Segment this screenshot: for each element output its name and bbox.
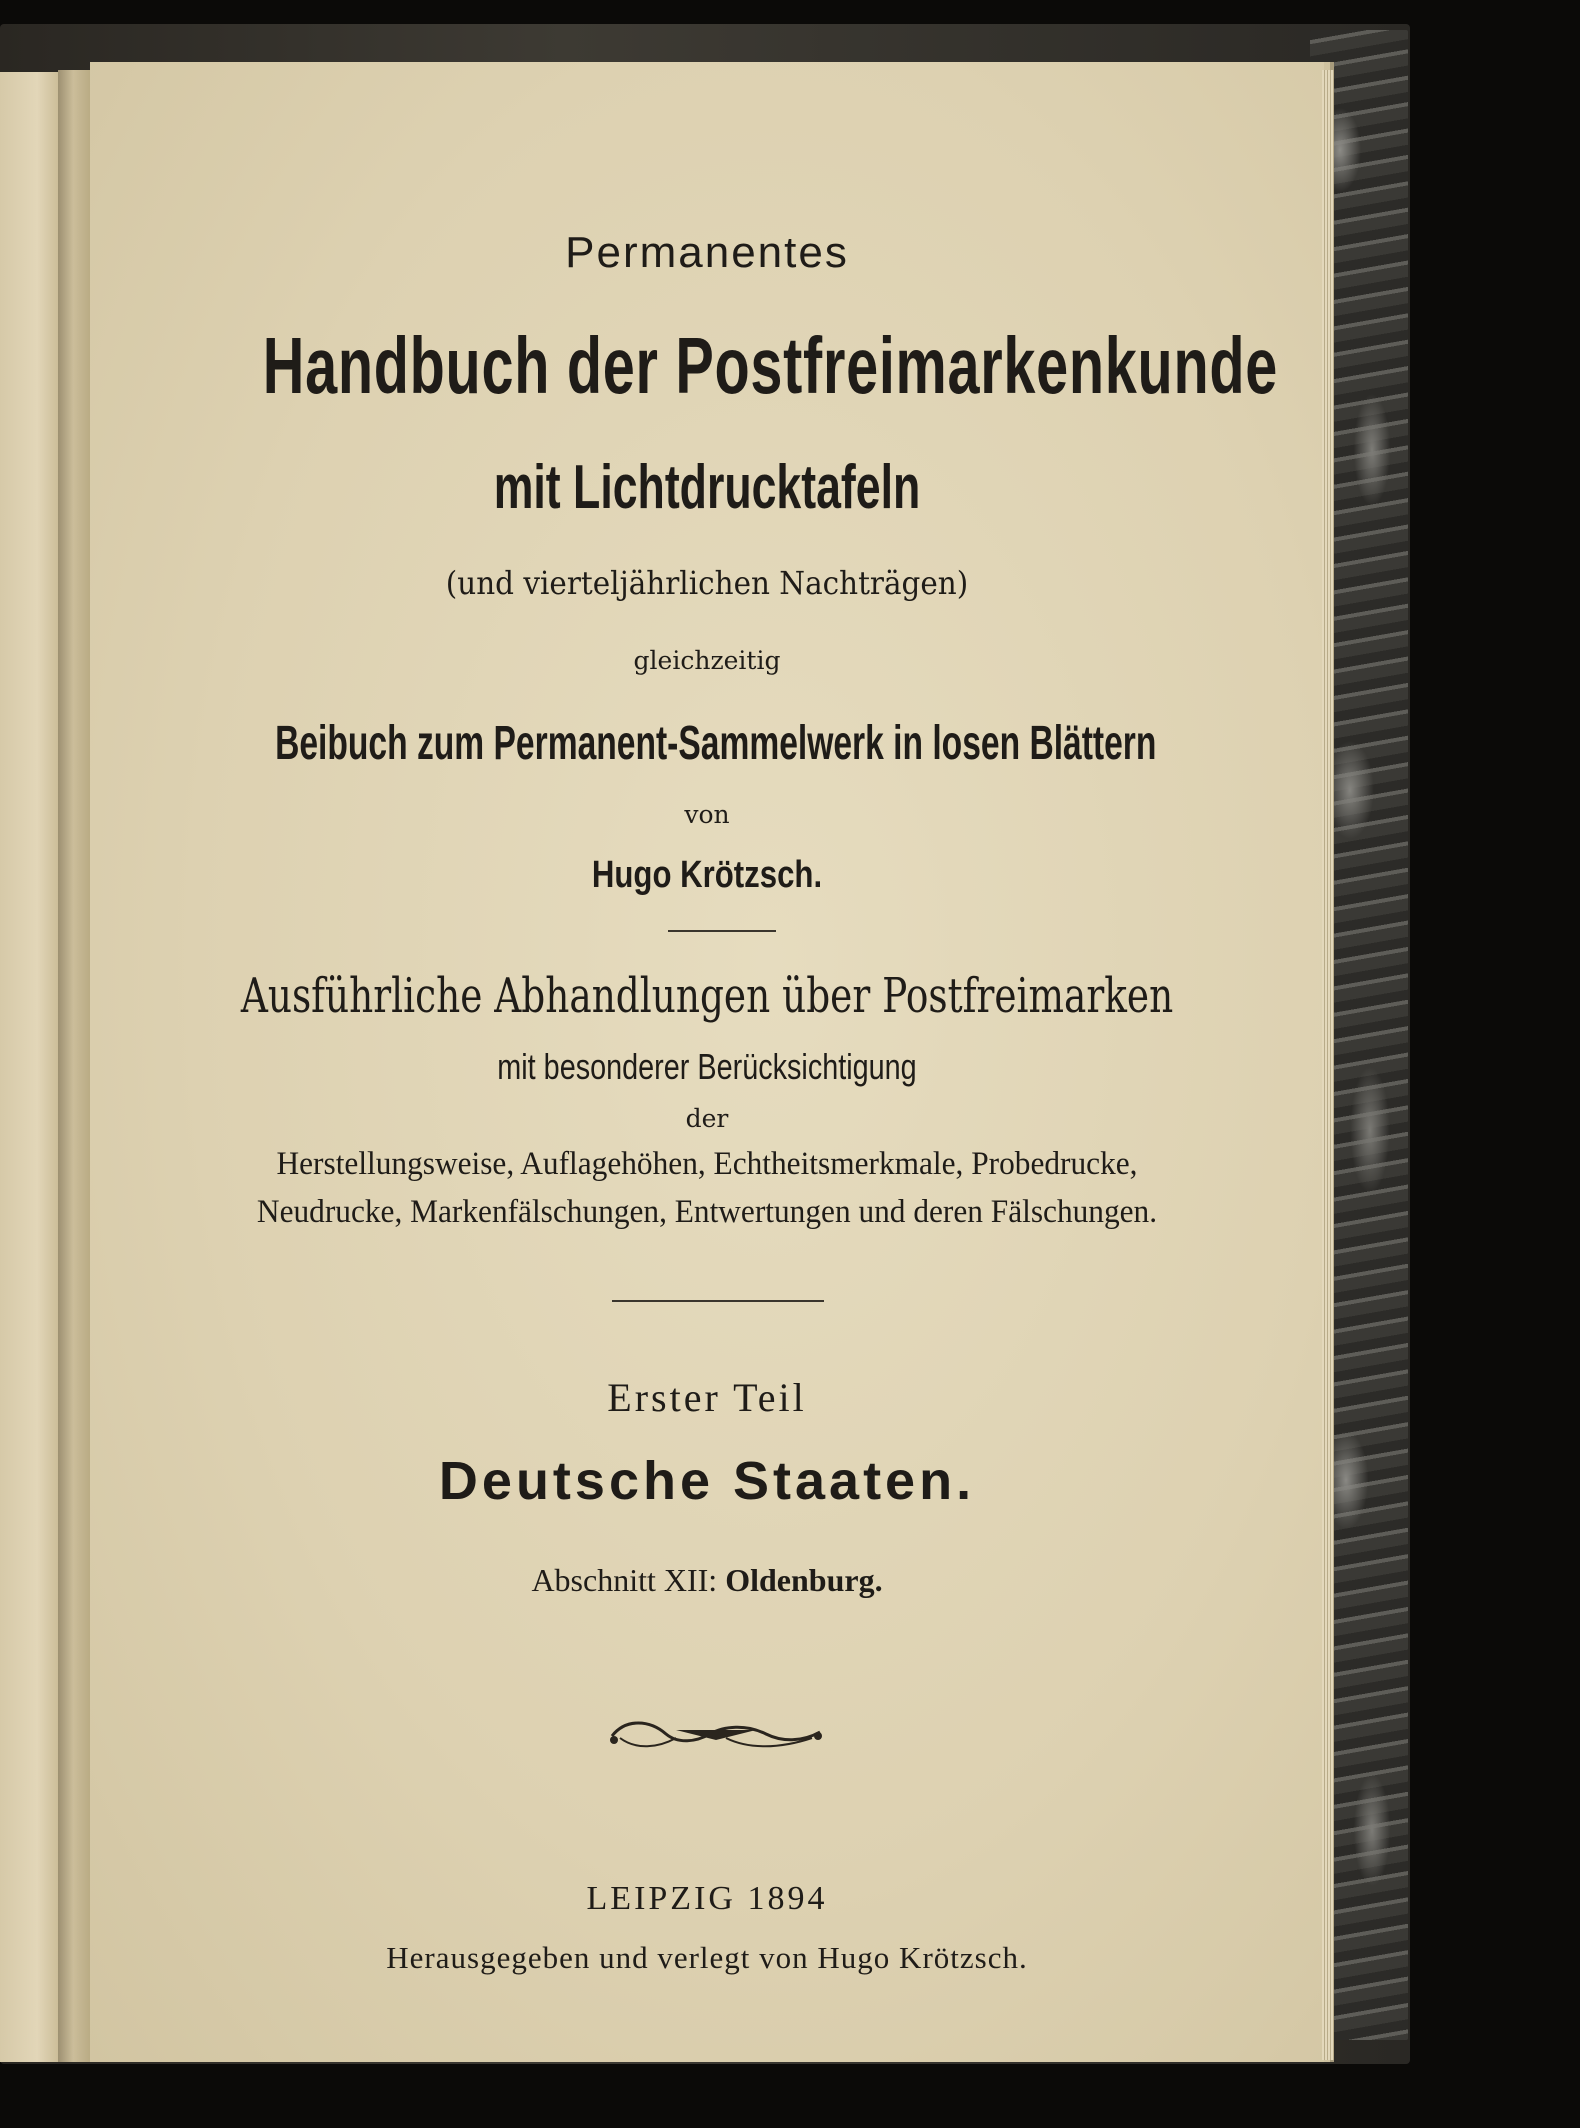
von-line: von	[684, 800, 730, 829]
beibuch-line: Beibuch zum Permanent-Sammelwerk in losen Blättern	[275, 717, 1157, 770]
page-stack-edge	[1322, 70, 1334, 2060]
subtitle: mit Lichtdrucktafeln	[493, 453, 921, 522]
ornament-flourish	[606, 1712, 826, 1756]
gleichzeitig-line: gleichzeitig	[633, 646, 781, 675]
parenthetical-line: (und vierteljährlichen Nachträgen)	[445, 564, 969, 602]
book-gutter	[58, 70, 92, 2062]
part-title: Deutsche Staaten.	[438, 1451, 976, 1511]
place-year: LEIPZIG 1894	[586, 1880, 828, 1917]
main-title: Handbuch der Postfreimarkenkunde	[262, 321, 1279, 410]
author-line: Hugo Krötzsch.	[591, 854, 823, 896]
pre-title: Permanentes	[565, 228, 849, 277]
facing-page-edge	[0, 72, 62, 2062]
description-sub: mit besonderer Berücksichtigung	[497, 1046, 917, 1087]
section-name: Oldenburg.	[725, 1562, 883, 1598]
publisher-line: Herausgegeben und verlegt von Hugo Krötzsch.	[386, 1940, 1028, 1975]
description-line-2: Neudrucke, Markenfälschungen, Entwertungen und deren Fälschungen.	[256, 1194, 1158, 1230]
divider-rule-1	[668, 930, 776, 932]
section-line	[90, 1562, 1324, 1599]
divider-rule-2	[612, 1300, 824, 1302]
description-line-1: Herstellungsweise, Auflagehöhen, Echtheitsmerkmale, Probedrucke,	[276, 1146, 1138, 1182]
der-line: der	[685, 1104, 729, 1133]
part-line: Erster Teil	[607, 1375, 807, 1420]
section-label: Abschnitt XII:	[531, 1562, 718, 1598]
description-heading: Ausführliche Abhandlungen über Postfreimarken	[240, 968, 1174, 1024]
